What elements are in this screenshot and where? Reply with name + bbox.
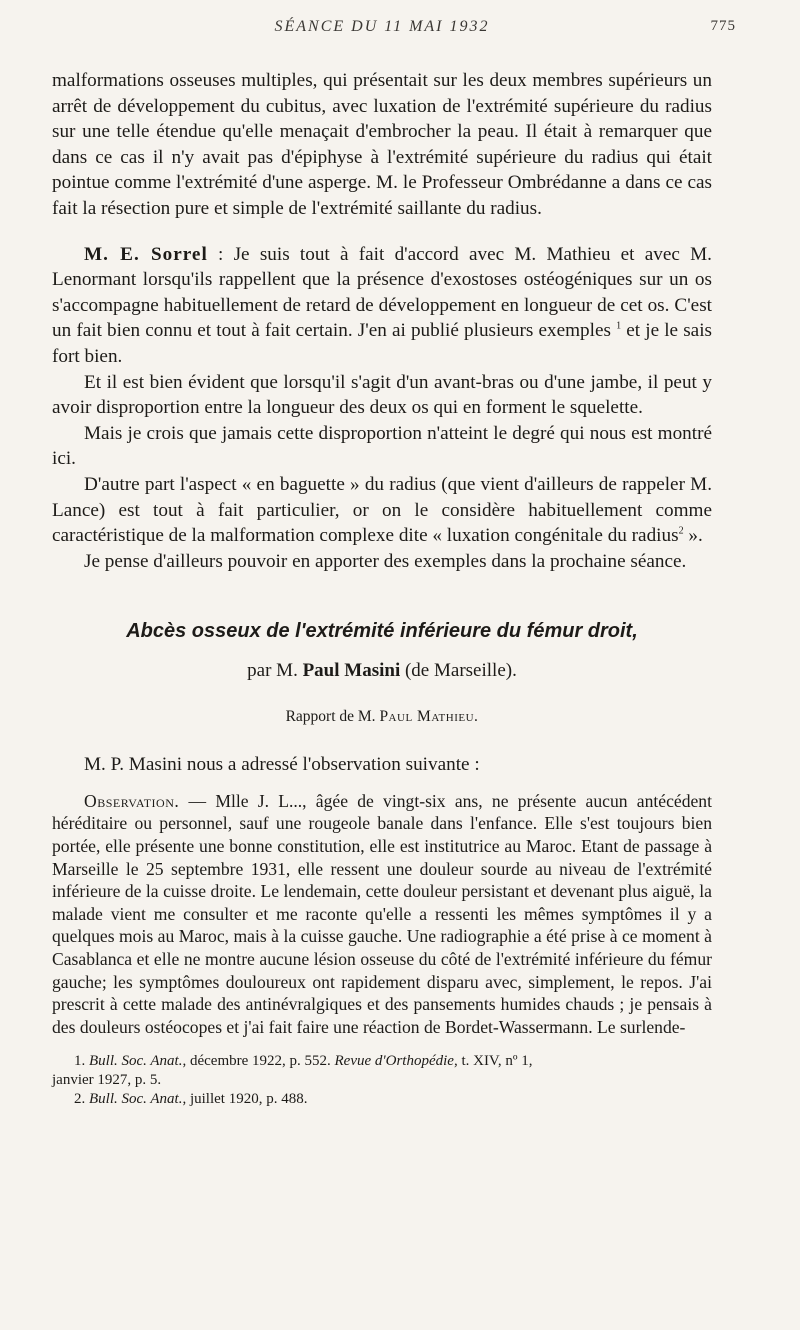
footnote-1: 1. Bull. Soc. Anat., décembre 1922, p. 552. Revue d'Orthopédie, t. XIV, nº 1, — [74, 1053, 533, 1070]
paragraph: malformations osseuses multiples, qui présentait sur les deux membres supérieurs un arrêt de développement du cubitus, avec luxation de l'extrémité supérieure du radius sur une telle étendue qu'elle menaçait d'embrocher la peau. Il était à remarquer que dans ce cas il n'y avait pas d'épiphyse à l'extrémité supérieure du radius qui était pointue comme l'extrémité d'une asperge. M. le Professeur Ombrédanne a dans ce cas fait la résection pure et simple de l'extrémité saillante du radius. — [52, 70, 712, 219]
running-header — [52, 18, 736, 48]
paragraph: Je pense d'ailleurs pouvoir en apporter des exemples dans la prochaine séance. — [84, 550, 687, 572]
footnote-ref: 2 — [678, 525, 684, 537]
reporter-name: Paul Mathieu. — [379, 708, 479, 726]
running-title: SÉANCE DU 11 MAI 1932 — [274, 18, 490, 35]
observation-label: Observation. — [84, 790, 180, 811]
footnote-ref: 1 — [616, 320, 622, 332]
observation-text: Observation. — Mlle J. L..., âgée de vingt-six ans, ne présente aucun antécédent héréditaire ou personnel, sauf une rougeole banale dans l'enfance. Elle s'est toujours bien portée, elle présente une bonne constitution, elle est institutrice au Maroc. Etant de passage à Marseille le 25 septembre 1931, elle ressent une douleur sourde au niveau de l'extrémité inférieure de la cuisse droite. Le lendemain, cette douleur persistant et devenant plus aiguë, la malade vient me consulter et me raconte qu'elle a ressenti les mêmes symptômes il y a quelques mois au Maroc, mais à la cuisse gauche. Une radiographie a été prise à ce moment à Casablanca et elle ne montre aucune lésion osseuse du côté de l'extrémité inférieure du fémur gauche; les symptômes douloureux ont rapidement disparu avec, simplement, le repos. J'ai prescrit à cette malade des antinévralgiques et des pansements humides chauds ; je pensais à des douleurs ostéocopes et j'ai fait faire une réaction de Bordet-Wassermann. Le surlende- — [52, 790, 712, 1037]
page-number: 775 — [710, 18, 736, 34]
paragraph: Et il est bien évident que lorsqu'il s'agit d'un avant-bras ou d'une jambe, il peut y avoir disproportion entre la longueur des deux os qui en forment le squelette. — [52, 371, 712, 419]
document-page — [52, 18, 736, 1109]
footnote-2: 2. Bull. Soc. Anat., juillet 1920, p. 488. — [74, 1091, 308, 1108]
paragraph: M. E. Sorrel : Je suis tout à fait d'accord avec M. Mathieu et avec M. Lenormant lorsqu'ils rappellent que la présence d'exostoses ostéogéniques sur un os s'accompagne habituellement de retard de développement en longueur de cet os. C'est un fait bien connu et tout à fait certain. J'en ai publié plusieurs exemples $^1$ et je le sais fort bien. — [52, 243, 713, 367]
author-name: Paul Masini — [302, 660, 401, 682]
footnote-1-continued: janvier 1927, p. 5. — [52, 1072, 162, 1089]
intro-paragraph: M. P. Masini nous a adressé l'observation suivante : — [84, 754, 480, 776]
footnotes — [52, 1052, 712, 1109]
speaker-name: M. E. Sorrel — [84, 243, 208, 265]
observation — [52, 790, 712, 1039]
paragraph: Mais je crois que jamais cette disproportion n'atteint le degré qui nous est montré ici. — [52, 422, 712, 470]
article-title: Abcès osseux de l'extrémité inférieure du fémur droit, — [126, 620, 638, 643]
previous-discussion — [52, 68, 712, 222]
byline: par M. Paul Masini (de Marseille). — [247, 660, 517, 682]
paragraph: D'autre part l'aspect « en baguette » du radius (que vient d'ailleurs de rappeler M. Lance) est tout à fait particulier, or on le considère habituellement comme caractéristique de la malformation complexe dite « luxation congénitale du radius$^2$ ». — [52, 473, 712, 547]
report-line: Rapport de M. Paul Mathieu. — [285, 708, 479, 726]
sorrel-intervention — [52, 242, 712, 575]
